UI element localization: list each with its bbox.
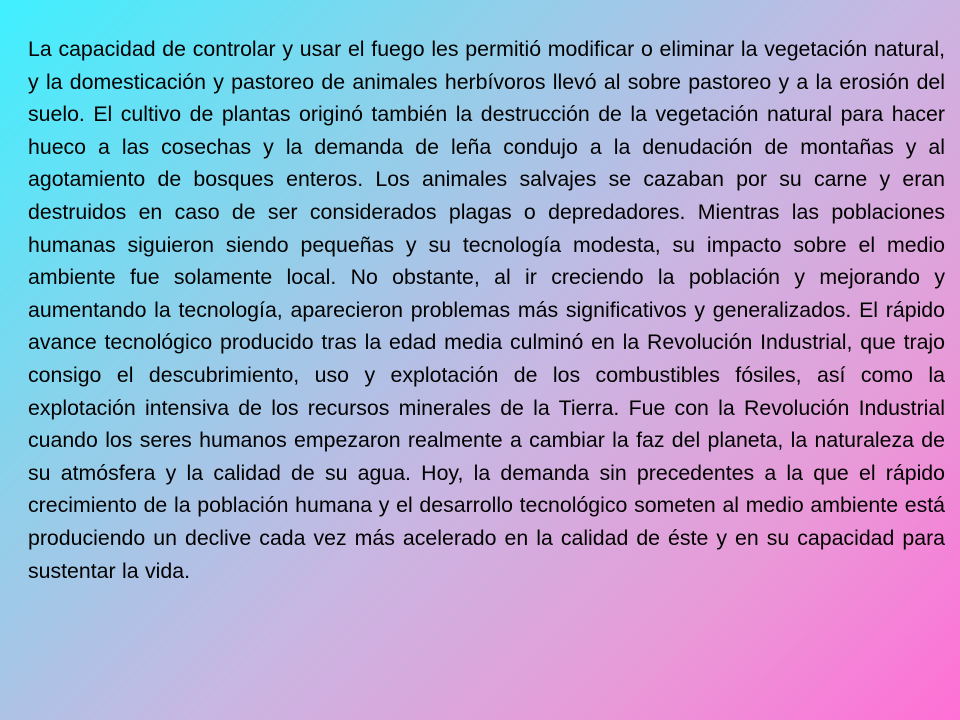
body-paragraph: La capacidad de controlar y usar el fuego les permitió modificar o eliminar la vegetación natural, y la domesticación y pastoreo de animales herbívoros llevó al sobre pastoreo y a la erosión del suelo. El cultivo de plantas originó también la destrucción de la vegetación natural para hacer hueco a las cosechas y la demanda de leña condujo a la denudación de montañas y al agotamiento de bosques enteros. Los animales salvajes se cazaban por su carne y eran destruidos en caso de ser considerados plagas o depredadores. Mientras las poblaciones humanas siguieron siendo pequeñas y su tecnología modesta, su impacto sobre el medio ambiente fue solamente local. No obstante, al ir creciendo la población y mejorando y aumentando la tecnología, aparecieron problemas más significativos y generalizados. El rápido avance tecnológico producido tras la edad media culminó en la Revolución Industrial, que trajo consigo el descubrimiento, uso y explotación de los combustibles fósiles, así como la explotación intensiva de los recursos minerales de la Tierra. Fue con la Revolución Industrial cuando los seres humanos empezaron realmente a cambiar la faz del planeta, la naturaleza de su atmósfera y la calidad de su agua. Hoy, la demanda sin precedentes a la que el rápido crecimiento de la población humana y el desarrollo tecnológico someten al medio ambiente está produciendo un declive cada vez más acelerado en la calidad de éste y en su capacidad para sustentar la vida. (28, 37, 945, 583)
